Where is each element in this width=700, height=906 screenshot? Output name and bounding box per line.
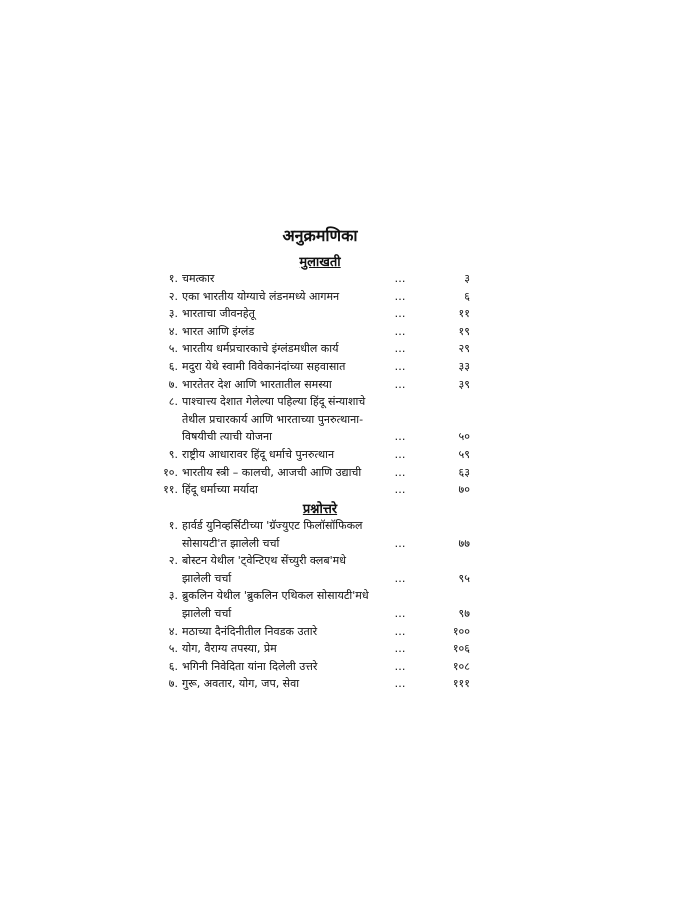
entry-title	[182, 358, 380, 376]
entry-title	[182, 270, 380, 288]
entry-page-number: ५०	[458, 430, 470, 444]
entry-number: ५.	[168, 642, 178, 656]
entry-page-number: ६	[464, 289, 470, 303]
toc-entry	[140, 288, 470, 306]
entry-page-number: ६३	[458, 465, 470, 479]
toc-entry	[140, 323, 470, 341]
toc-entry	[140, 675, 470, 693]
entry-leader-dots: …	[394, 377, 406, 391]
entry-page-number: १९	[458, 324, 470, 338]
toc-entry	[140, 358, 470, 376]
entry-title	[182, 675, 380, 693]
entry-number: ८.	[168, 395, 178, 409]
entry-title-line: योग, वैराग्य तपस्या, प्रेम	[182, 642, 277, 656]
entry-page-number: ३३	[458, 359, 470, 373]
entry-title	[182, 340, 380, 358]
toc-list-interviews	[140, 270, 470, 499]
toc-entry	[140, 517, 470, 552]
entry-number: ४.	[168, 324, 178, 338]
entry-title-line: एका भारतीय योग्याचे लंडनमध्ये आगमन	[182, 289, 340, 303]
entry-number: ३.	[168, 589, 178, 603]
entry-page-number: ११	[458, 307, 470, 321]
entry-title	[182, 517, 380, 552]
entry-number: ६.	[168, 359, 178, 373]
entry-title-line: भारतीय स्त्री – कालची, आजची आणि उद्याची	[182, 465, 362, 479]
entry-title-line: झालेली चर्चा	[182, 571, 232, 585]
toc-entry	[140, 340, 470, 358]
entry-title-line: सोसायटी'त झालेली चर्चा	[182, 536, 280, 550]
entry-title-line: गुरू, अवतार, योग, जप, सेवा	[182, 677, 300, 691]
entry-number: ६.	[168, 659, 178, 673]
entry-number: १.	[168, 519, 178, 532]
entry-title-line: भगिनी निवेदिता यांना दिलेली उत्तरे	[182, 659, 318, 673]
entry-title	[182, 305, 380, 323]
toc-entry	[140, 587, 470, 622]
entry-title-line: भारताचा जीवनहेतू	[182, 307, 255, 321]
entry-page-number: ३	[464, 272, 470, 285]
page-title: अनुक्रमणिका	[282, 226, 358, 245]
toc-entry	[140, 270, 470, 288]
entry-title-line: बोस्टन येथील 'ट्वेन्टिएथ सेंच्युरी क्लब'मधे	[182, 554, 347, 568]
entry-leader-dots: …	[394, 483, 406, 497]
entry-leader-dots: …	[394, 272, 406, 285]
toc-entry	[140, 623, 470, 641]
entry-title	[182, 393, 380, 446]
entry-number: २.	[168, 289, 178, 303]
entry-page-number: १००	[452, 624, 470, 638]
entry-title-line: विषयीची त्याची योजना	[182, 430, 272, 444]
entry-leader-dots: …	[394, 324, 406, 338]
entry-title-line: राष्ट्रीय आधारावर हिंदू धर्माचे पुनरुत्थान	[182, 447, 335, 461]
entry-title	[182, 376, 380, 394]
entry-page-number: १०६	[452, 642, 470, 656]
entry-page-number: ९७	[458, 606, 470, 620]
entry-leader-dots: …	[394, 536, 406, 550]
toc-entry	[140, 393, 470, 446]
entry-number: १.	[168, 272, 178, 285]
entry-title	[182, 640, 380, 658]
toc-entry	[140, 464, 470, 482]
entry-leader-dots: …	[394, 571, 406, 585]
entry-title	[182, 481, 380, 499]
entry-title-line: भारतीय धर्मप्रचारकाचे इंग्लंडमधील कार्य	[182, 342, 339, 356]
entry-number: ५.	[168, 342, 178, 356]
entry-title-line: हिंदू धर्माच्या मर्यादा	[182, 483, 258, 497]
entry-title	[182, 587, 380, 622]
entry-page-number: ३९	[458, 377, 470, 391]
entry-leader-dots: …	[394, 359, 406, 373]
entry-number: ९.	[168, 447, 178, 461]
entry-page-number: ७७	[458, 536, 470, 550]
entry-title-line: भारत आणि इंग्लंड	[182, 324, 255, 338]
entry-number: ४.	[168, 624, 178, 638]
toc-entry	[140, 552, 470, 587]
toc-entry	[140, 640, 470, 658]
entry-page-number: २९	[458, 342, 470, 356]
toc-entry	[140, 305, 470, 323]
entry-title-line: पाश्चात्त्य देशात गेलेल्या पहिल्या हिंदू संन्याशाचे	[182, 395, 366, 409]
toc-entry	[140, 446, 470, 464]
entry-number: १०.	[163, 465, 178, 479]
entry-title	[182, 446, 380, 464]
entry-title	[182, 623, 380, 641]
entry-title-line: भारतेतर देश आणि भारतातील समस्या	[182, 377, 332, 391]
entry-title-line: हार्वर्ड युनिव्हर्सिटीच्या 'ग्रॅज्युएट फिलॉसॉफिकल	[182, 519, 363, 532]
section-heading-interviews: मुलाखती	[299, 255, 341, 270]
entry-leader-dots: …	[394, 430, 406, 444]
toc-entry	[140, 658, 470, 676]
entry-title	[182, 464, 380, 482]
entry-page-number: ९५	[458, 571, 470, 585]
entry-number: २.	[168, 554, 178, 568]
entry-page-number: १११	[452, 677, 470, 691]
entry-leader-dots: …	[394, 659, 406, 673]
entry-title	[182, 552, 380, 587]
toc-entry	[140, 376, 470, 394]
entry-leader-dots: …	[394, 342, 406, 356]
entry-number: ३.	[168, 307, 178, 321]
entry-title	[182, 658, 380, 676]
entry-title-line: चमत्कार	[182, 272, 215, 285]
entry-title-line: झालेली चर्चा	[182, 606, 232, 620]
entry-leader-dots: …	[394, 307, 406, 321]
entry-title	[182, 288, 380, 306]
section-heading-qa: प्रश्नोत्तरे	[302, 502, 338, 517]
entry-page-number: ७०	[458, 483, 470, 497]
entry-title	[182, 323, 380, 341]
entry-number: ७.	[168, 677, 178, 691]
entry-title-line: ब्रुकलिन येथील 'ब्रुकलिन एथिकल सोसायटी'मधे	[182, 589, 369, 603]
entry-title-line: मदुरा येथे स्वामी विवेकानंदांच्या सहवासात	[182, 359, 346, 373]
toc-list-qa	[140, 517, 470, 693]
toc-entry	[140, 481, 470, 499]
entry-leader-dots: …	[394, 289, 406, 303]
entry-leader-dots: …	[394, 606, 406, 620]
entry-title-line: मठाच्या दैनंदिनीतील निवडक उतारे	[182, 624, 318, 638]
entry-leader-dots: …	[394, 677, 406, 691]
entry-number: ७.	[168, 377, 178, 391]
entry-page-number: १०८	[452, 659, 470, 673]
entry-number: ११.	[163, 483, 178, 497]
entry-title-line: तेथील प्रचारकार्य आणि भारताच्या पुनरुत्थाना-	[182, 412, 364, 426]
entry-leader-dots: …	[394, 447, 406, 461]
entry-leader-dots: …	[394, 465, 406, 479]
entry-leader-dots: …	[394, 642, 406, 656]
entry-leader-dots: …	[394, 624, 406, 638]
entry-page-number: ५९	[458, 447, 470, 461]
